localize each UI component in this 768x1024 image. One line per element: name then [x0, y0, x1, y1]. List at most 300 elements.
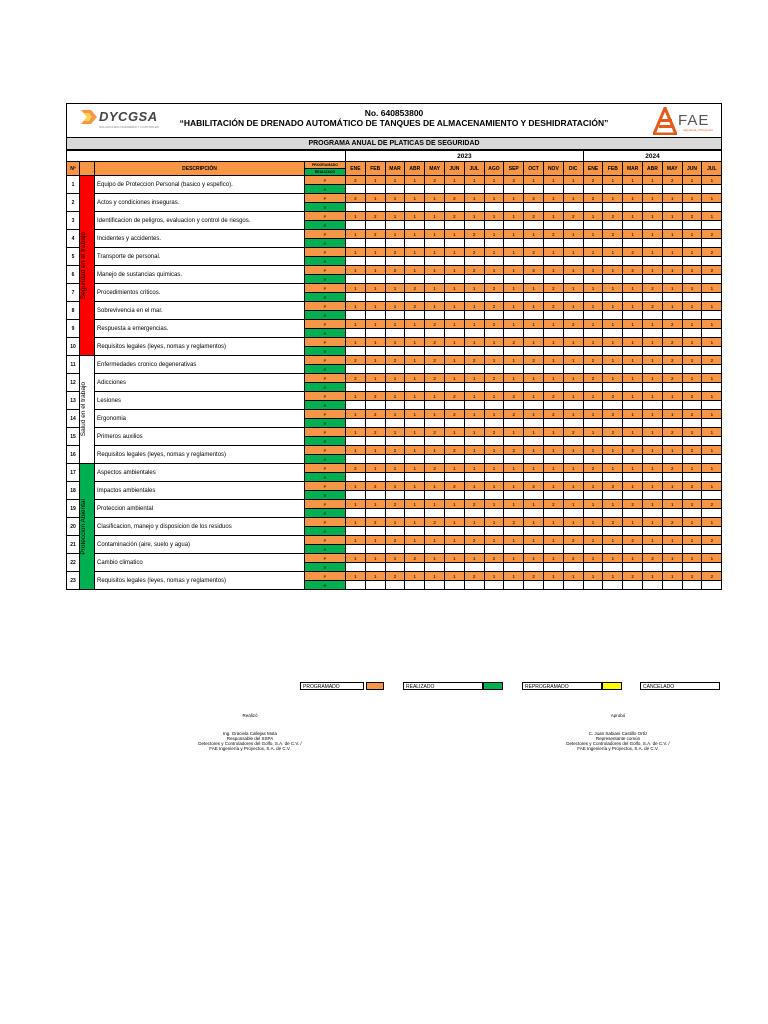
programado-cell[interactable]: 2 — [425, 356, 445, 365]
realizado-cell[interactable] — [365, 437, 385, 446]
realizado-cell[interactable] — [543, 383, 563, 392]
programado-cell[interactable]: 1 — [405, 338, 425, 347]
programado-cell[interactable]: 1 — [365, 302, 385, 311]
programado-cell[interactable]: 1 — [702, 392, 722, 401]
realizado-cell[interactable] — [385, 293, 405, 302]
programado-cell[interactable]: 1 — [444, 518, 464, 527]
programado-cell[interactable]: 1 — [702, 176, 722, 185]
realizado-cell[interactable] — [563, 491, 583, 500]
programado-cell[interactable]: 1 — [623, 428, 643, 437]
realizado-cell[interactable] — [405, 401, 425, 410]
realizado-cell[interactable] — [464, 203, 484, 212]
programado-cell[interactable]: 1 — [603, 266, 623, 275]
realizado-cell[interactable] — [464, 581, 484, 590]
realizado-cell[interactable] — [464, 473, 484, 482]
realizado-cell[interactable] — [623, 563, 643, 572]
realizado-cell[interactable] — [662, 257, 682, 266]
programado-cell[interactable]: 1 — [484, 572, 504, 581]
programado-cell[interactable]: 1 — [643, 428, 663, 437]
realizado-cell[interactable] — [563, 365, 583, 374]
programado-cell[interactable]: 1 — [603, 464, 623, 473]
realizado-cell[interactable] — [524, 473, 544, 482]
realizado-cell[interactable] — [563, 239, 583, 248]
realizado-cell[interactable] — [524, 455, 544, 464]
programado-cell[interactable]: 1 — [385, 284, 405, 293]
realizado-cell[interactable] — [702, 221, 722, 230]
programado-cell[interactable]: 1 — [484, 176, 504, 185]
realizado-cell[interactable] — [444, 203, 464, 212]
realizado-cell[interactable] — [346, 437, 366, 446]
realizado-cell[interactable] — [444, 275, 464, 284]
realizado-cell[interactable] — [543, 203, 563, 212]
programado-cell[interactable]: 1 — [405, 212, 425, 221]
realizado-cell[interactable] — [484, 221, 504, 230]
realizado-cell[interactable] — [504, 239, 524, 248]
programado-cell[interactable]: 1 — [504, 464, 524, 473]
programado-cell[interactable]: 1 — [385, 230, 405, 239]
programado-cell[interactable]: 2 — [484, 374, 504, 383]
programado-cell[interactable]: 1 — [583, 230, 603, 239]
realizado-cell[interactable] — [346, 293, 366, 302]
programado-cell[interactable]: 1 — [504, 302, 524, 311]
programado-cell[interactable]: 1 — [643, 536, 663, 545]
programado-cell[interactable]: 1 — [385, 428, 405, 437]
programado-cell[interactable]: 1 — [444, 338, 464, 347]
programado-cell[interactable]: 1 — [444, 176, 464, 185]
realizado-cell[interactable] — [464, 383, 484, 392]
programado-cell[interactable]: 1 — [464, 446, 484, 455]
programado-cell[interactable]: 1 — [643, 176, 663, 185]
programado-cell[interactable]: 1 — [425, 284, 445, 293]
programado-cell[interactable]: 1 — [405, 320, 425, 329]
realizado-cell[interactable] — [563, 419, 583, 428]
realizado-cell[interactable] — [484, 563, 504, 572]
programado-cell[interactable]: 1 — [662, 212, 682, 221]
realizado-cell[interactable] — [484, 311, 504, 320]
realizado-cell[interactable] — [484, 347, 504, 356]
realizado-cell[interactable] — [346, 221, 366, 230]
programado-cell[interactable]: 1 — [425, 248, 445, 257]
programado-cell[interactable]: 1 — [643, 482, 663, 491]
programado-cell[interactable]: 1 — [385, 212, 405, 221]
realizado-cell[interactable] — [623, 275, 643, 284]
programado-cell[interactable]: 1 — [583, 284, 603, 293]
realizado-cell[interactable] — [583, 437, 603, 446]
realizado-cell[interactable] — [643, 545, 663, 554]
programado-cell[interactable]: 1 — [346, 446, 366, 455]
programado-cell[interactable]: 1 — [643, 374, 663, 383]
programado-cell[interactable]: 1 — [504, 482, 524, 491]
realizado-cell[interactable] — [543, 581, 563, 590]
realizado-cell[interactable] — [405, 509, 425, 518]
programado-cell[interactable]: 2 — [702, 356, 722, 365]
programado-cell[interactable]: 1 — [405, 374, 425, 383]
programado-cell[interactable]: 1 — [563, 572, 583, 581]
programado-cell[interactable]: 2 — [385, 266, 405, 275]
programado-cell[interactable]: 1 — [583, 446, 603, 455]
programado-cell[interactable]: 2 — [385, 248, 405, 257]
programado-cell[interactable]: 1 — [563, 302, 583, 311]
programado-cell[interactable]: 1 — [484, 248, 504, 257]
programado-cell[interactable]: 1 — [682, 428, 702, 437]
programado-cell[interactable]: 1 — [583, 212, 603, 221]
realizado-cell[interactable] — [365, 239, 385, 248]
realizado-cell[interactable] — [583, 257, 603, 266]
programado-cell[interactable]: 1 — [405, 392, 425, 401]
realizado-cell[interactable] — [623, 365, 643, 374]
realizado-cell[interactable] — [603, 257, 623, 266]
realizado-cell[interactable] — [662, 437, 682, 446]
realizado-cell[interactable] — [365, 185, 385, 194]
programado-cell[interactable]: 1 — [484, 500, 504, 509]
realizado-cell[interactable] — [643, 329, 663, 338]
programado-cell[interactable]: 2 — [346, 356, 366, 365]
programado-cell[interactable]: 1 — [425, 266, 445, 275]
realizado-cell[interactable] — [504, 365, 524, 374]
realizado-cell[interactable] — [504, 221, 524, 230]
programado-cell[interactable]: 1 — [504, 194, 524, 203]
realizado-cell[interactable] — [643, 365, 663, 374]
programado-cell[interactable]: 1 — [662, 410, 682, 419]
programado-cell[interactable]: 1 — [464, 194, 484, 203]
realizado-cell[interactable] — [682, 545, 702, 554]
programado-cell[interactable]: 1 — [702, 554, 722, 563]
realizado-cell[interactable] — [405, 365, 425, 374]
realizado-cell[interactable] — [425, 293, 445, 302]
programado-cell[interactable]: 1 — [583, 410, 603, 419]
programado-cell[interactable]: 1 — [385, 194, 405, 203]
realizado-cell[interactable] — [662, 311, 682, 320]
programado-cell[interactable]: 2 — [662, 176, 682, 185]
programado-cell[interactable]: 1 — [524, 374, 544, 383]
realizado-cell[interactable] — [444, 419, 464, 428]
realizado-cell[interactable] — [425, 203, 445, 212]
realizado-cell[interactable] — [524, 437, 544, 446]
realizado-cell[interactable] — [524, 275, 544, 284]
realizado-cell[interactable] — [425, 275, 445, 284]
programado-cell[interactable]: 1 — [405, 518, 425, 527]
realizado-cell[interactable] — [543, 365, 563, 374]
programado-cell[interactable]: 1 — [623, 392, 643, 401]
programado-cell[interactable]: 1 — [484, 194, 504, 203]
realizado-cell[interactable] — [563, 221, 583, 230]
realizado-cell[interactable] — [662, 239, 682, 248]
programado-cell[interactable]: 1 — [682, 320, 702, 329]
programado-cell[interactable]: 1 — [484, 446, 504, 455]
realizado-cell[interactable] — [365, 419, 385, 428]
realizado-cell[interactable] — [504, 293, 524, 302]
realizado-cell[interactable] — [444, 329, 464, 338]
realizado-cell[interactable] — [484, 437, 504, 446]
realizado-cell[interactable] — [583, 401, 603, 410]
programado-cell[interactable]: 1 — [662, 194, 682, 203]
realizado-cell[interactable] — [464, 257, 484, 266]
programado-cell[interactable]: 2 — [623, 248, 643, 257]
programado-cell[interactable]: 1 — [643, 338, 663, 347]
programado-cell[interactable]: 2 — [702, 266, 722, 275]
realizado-cell[interactable] — [484, 365, 504, 374]
programado-cell[interactable]: 1 — [346, 428, 366, 437]
programado-cell[interactable]: 1 — [484, 212, 504, 221]
programado-cell[interactable]: 1 — [643, 446, 663, 455]
programado-cell[interactable]: 1 — [682, 536, 702, 545]
programado-cell[interactable]: 1 — [385, 464, 405, 473]
programado-cell[interactable]: 2 — [385, 500, 405, 509]
programado-cell[interactable]: 1 — [425, 230, 445, 239]
realizado-cell[interactable] — [524, 509, 544, 518]
realizado-cell[interactable] — [524, 527, 544, 536]
realizado-cell[interactable] — [464, 329, 484, 338]
realizado-cell[interactable] — [484, 581, 504, 590]
programado-cell[interactable]: 1 — [563, 500, 583, 509]
programado-cell[interactable]: 1 — [484, 464, 504, 473]
realizado-cell[interactable] — [603, 419, 623, 428]
programado-cell[interactable]: 1 — [643, 248, 663, 257]
programado-cell[interactable]: 2 — [365, 410, 385, 419]
programado-cell[interactable]: 1 — [346, 536, 366, 545]
realizado-cell[interactable] — [346, 401, 366, 410]
programado-cell[interactable]: 1 — [623, 482, 643, 491]
programado-cell[interactable]: 1 — [583, 428, 603, 437]
programado-cell[interactable]: 2 — [563, 536, 583, 545]
programado-cell[interactable]: 1 — [365, 356, 385, 365]
programado-cell[interactable]: 1 — [504, 320, 524, 329]
programado-cell[interactable]: 1 — [682, 284, 702, 293]
realizado-cell[interactable] — [543, 491, 563, 500]
realizado-cell[interactable] — [563, 545, 583, 554]
realizado-cell[interactable] — [464, 563, 484, 572]
realizado-cell[interactable] — [425, 491, 445, 500]
realizado-cell[interactable] — [444, 527, 464, 536]
realizado-cell[interactable] — [682, 473, 702, 482]
programado-cell[interactable]: 2 — [484, 302, 504, 311]
programado-cell[interactable]: 1 — [484, 482, 504, 491]
realizado-cell[interactable] — [623, 311, 643, 320]
realizado-cell[interactable] — [662, 293, 682, 302]
programado-cell[interactable]: 2 — [524, 248, 544, 257]
programado-cell[interactable]: 1 — [405, 410, 425, 419]
realizado-cell[interactable] — [583, 329, 603, 338]
realizado-cell[interactable] — [563, 293, 583, 302]
realizado-cell[interactable] — [583, 311, 603, 320]
realizado-cell[interactable] — [405, 437, 425, 446]
realizado-cell[interactable] — [543, 563, 563, 572]
programado-cell[interactable]: 1 — [563, 338, 583, 347]
realizado-cell[interactable] — [603, 563, 623, 572]
programado-cell[interactable]: 2 — [583, 356, 603, 365]
programado-cell[interactable]: 2 — [702, 536, 722, 545]
realizado-cell[interactable] — [563, 455, 583, 464]
realizado-cell[interactable] — [524, 365, 544, 374]
programado-cell[interactable]: 1 — [682, 230, 702, 239]
realizado-cell[interactable] — [425, 329, 445, 338]
programado-cell[interactable]: 1 — [702, 374, 722, 383]
realizado-cell[interactable] — [682, 419, 702, 428]
realizado-cell[interactable] — [484, 419, 504, 428]
realizado-cell[interactable] — [583, 527, 603, 536]
programado-cell[interactable]: 1 — [662, 500, 682, 509]
programado-cell[interactable]: 1 — [405, 446, 425, 455]
realizado-cell[interactable] — [444, 509, 464, 518]
programado-cell[interactable]: 2 — [484, 554, 504, 563]
realizado-cell[interactable] — [346, 419, 366, 428]
programado-cell[interactable]: 2 — [365, 392, 385, 401]
realizado-cell[interactable] — [425, 383, 445, 392]
programado-cell[interactable]: 2 — [365, 518, 385, 527]
realizado-cell[interactable] — [662, 491, 682, 500]
programado-cell[interactable]: 2 — [444, 212, 464, 221]
programado-cell[interactable]: 1 — [425, 554, 445, 563]
realizado-cell[interactable] — [702, 239, 722, 248]
realizado-cell[interactable] — [682, 383, 702, 392]
programado-cell[interactable]: 1 — [464, 392, 484, 401]
realizado-cell[interactable] — [524, 203, 544, 212]
programado-cell[interactable]: 1 — [662, 572, 682, 581]
realizado-cell[interactable] — [346, 581, 366, 590]
programado-cell[interactable]: 2 — [702, 248, 722, 257]
realizado-cell[interactable] — [346, 257, 366, 266]
realizado-cell[interactable] — [623, 473, 643, 482]
programado-cell[interactable]: 1 — [543, 176, 563, 185]
realizado-cell[interactable] — [702, 545, 722, 554]
programado-cell[interactable]: 2 — [504, 410, 524, 419]
programado-cell[interactable]: 1 — [643, 266, 663, 275]
programado-cell[interactable]: 1 — [583, 392, 603, 401]
realizado-cell[interactable] — [365, 257, 385, 266]
programado-cell[interactable]: 2 — [563, 554, 583, 563]
programado-cell[interactable]: 1 — [682, 374, 702, 383]
realizado-cell[interactable] — [504, 455, 524, 464]
realizado-cell[interactable] — [346, 563, 366, 572]
realizado-cell[interactable] — [623, 419, 643, 428]
realizado-cell[interactable] — [504, 563, 524, 572]
programado-cell[interactable]: 1 — [623, 176, 643, 185]
programado-cell[interactable]: 1 — [444, 464, 464, 473]
realizado-cell[interactable] — [702, 293, 722, 302]
realizado-cell[interactable] — [385, 203, 405, 212]
realizado-cell[interactable] — [563, 437, 583, 446]
programado-cell[interactable]: 1 — [623, 320, 643, 329]
programado-cell[interactable]: 1 — [662, 248, 682, 257]
realizado-cell[interactable] — [405, 311, 425, 320]
programado-cell[interactable]: 1 — [543, 446, 563, 455]
programado-cell[interactable]: 1 — [603, 320, 623, 329]
realizado-cell[interactable] — [563, 383, 583, 392]
realizado-cell[interactable] — [702, 347, 722, 356]
programado-cell[interactable]: 2 — [524, 356, 544, 365]
programado-cell[interactable]: 1 — [623, 410, 643, 419]
realizado-cell[interactable] — [702, 401, 722, 410]
programado-cell[interactable]: 1 — [643, 572, 663, 581]
realizado-cell[interactable] — [702, 257, 722, 266]
programado-cell[interactable]: 2 — [385, 536, 405, 545]
programado-cell[interactable]: 1 — [405, 482, 425, 491]
realizado-cell[interactable] — [563, 347, 583, 356]
programado-cell[interactable]: 1 — [662, 284, 682, 293]
realizado-cell[interactable] — [603, 365, 623, 374]
programado-cell[interactable]: 2 — [425, 176, 445, 185]
programado-cell[interactable]: 2 — [682, 482, 702, 491]
realizado-cell[interactable] — [563, 473, 583, 482]
realizado-cell[interactable] — [623, 239, 643, 248]
programado-cell[interactable]: 2 — [682, 212, 702, 221]
programado-cell[interactable]: 2 — [623, 536, 643, 545]
programado-cell[interactable]: 1 — [543, 248, 563, 257]
realizado-cell[interactable] — [702, 581, 722, 590]
realizado-cell[interactable] — [682, 311, 702, 320]
realizado-cell[interactable] — [543, 221, 563, 230]
programado-cell[interactable]: 2 — [405, 284, 425, 293]
programado-cell[interactable]: 2 — [444, 410, 464, 419]
programado-cell[interactable]: 1 — [365, 572, 385, 581]
realizado-cell[interactable] — [643, 293, 663, 302]
realizado-cell[interactable] — [524, 563, 544, 572]
realizado-cell[interactable] — [405, 491, 425, 500]
programado-cell[interactable]: 1 — [464, 518, 484, 527]
programado-cell[interactable]: 2 — [603, 428, 623, 437]
programado-cell[interactable]: 1 — [563, 356, 583, 365]
realizado-cell[interactable] — [682, 239, 702, 248]
realizado-cell[interactable] — [524, 185, 544, 194]
realizado-cell[interactable] — [425, 221, 445, 230]
realizado-cell[interactable] — [405, 527, 425, 536]
programado-cell[interactable]: 2 — [444, 482, 464, 491]
programado-cell[interactable]: 2 — [405, 554, 425, 563]
programado-cell[interactable]: 1 — [504, 212, 524, 221]
programado-cell[interactable]: 1 — [643, 410, 663, 419]
realizado-cell[interactable] — [405, 293, 425, 302]
programado-cell[interactable]: 2 — [444, 446, 464, 455]
programado-cell[interactable]: 1 — [524, 230, 544, 239]
realizado-cell[interactable] — [444, 257, 464, 266]
programado-cell[interactable]: 1 — [346, 572, 366, 581]
realizado-cell[interactable] — [346, 311, 366, 320]
realizado-cell[interactable] — [484, 239, 504, 248]
realizado-cell[interactable] — [563, 527, 583, 536]
realizado-cell[interactable] — [484, 455, 504, 464]
realizado-cell[interactable] — [405, 419, 425, 428]
programado-cell[interactable]: 1 — [682, 500, 702, 509]
programado-cell[interactable]: 1 — [623, 302, 643, 311]
realizado-cell[interactable] — [682, 401, 702, 410]
programado-cell[interactable]: 1 — [484, 356, 504, 365]
realizado-cell[interactable] — [662, 365, 682, 374]
programado-cell[interactable]: 2 — [464, 230, 484, 239]
programado-cell[interactable]: 1 — [464, 482, 484, 491]
programado-cell[interactable]: 1 — [484, 230, 504, 239]
realizado-cell[interactable] — [623, 185, 643, 194]
realizado-cell[interactable] — [484, 383, 504, 392]
programado-cell[interactable]: 1 — [346, 482, 366, 491]
programado-cell[interactable]: 1 — [543, 266, 563, 275]
realizado-cell[interactable] — [405, 203, 425, 212]
programado-cell[interactable]: 1 — [365, 248, 385, 257]
realizado-cell[interactable] — [464, 527, 484, 536]
realizado-cell[interactable] — [583, 563, 603, 572]
realizado-cell[interactable] — [504, 257, 524, 266]
realizado-cell[interactable] — [365, 545, 385, 554]
programado-cell[interactable]: 2 — [603, 392, 623, 401]
programado-cell[interactable]: 2 — [524, 194, 544, 203]
realizado-cell[interactable] — [583, 491, 603, 500]
realizado-cell[interactable] — [643, 401, 663, 410]
programado-cell[interactable]: 1 — [385, 374, 405, 383]
realizado-cell[interactable] — [643, 185, 663, 194]
realizado-cell[interactable] — [702, 491, 722, 500]
realizado-cell[interactable] — [623, 329, 643, 338]
programado-cell[interactable]: 1 — [365, 464, 385, 473]
programado-cell[interactable]: 2 — [702, 572, 722, 581]
